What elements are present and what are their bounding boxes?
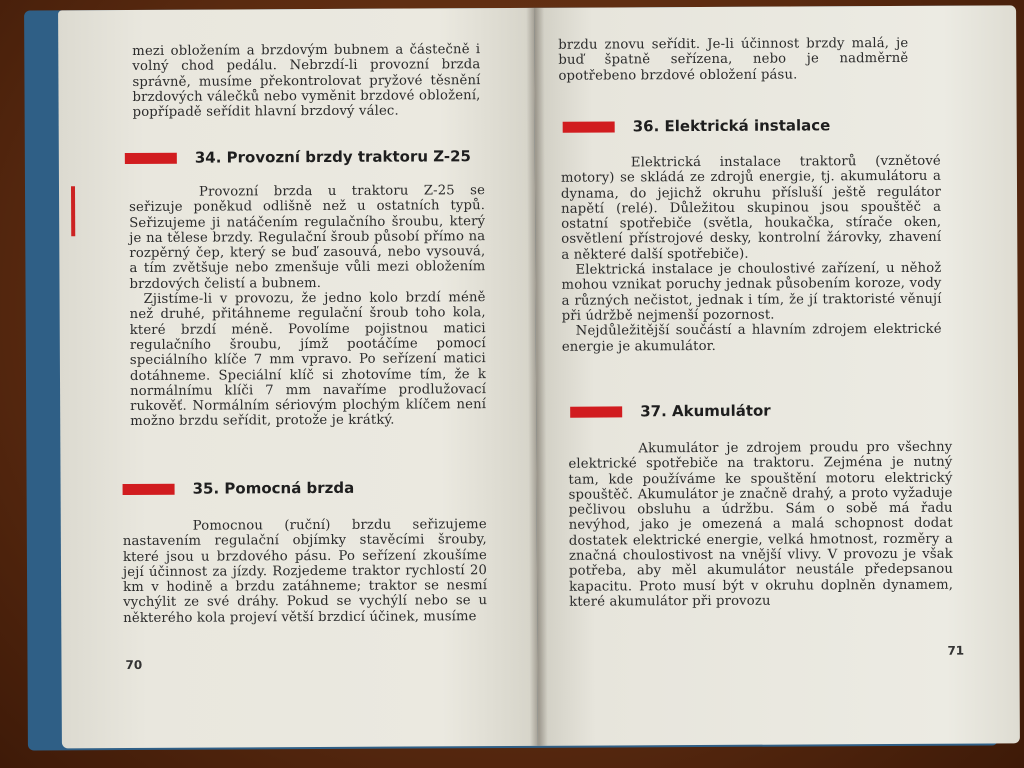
paragraph: Zjistíme-li v provozu, že jedno kolo brzdí méně než druhé, přitáhneme regulační šroub toho kola, které brzdí méně. Povolíme pojistnou matici regulačního šroubu, jímž pootáčíme pomocí speciálního klíče 7 mm vpravo. Po seřízení matici dotáhneme. Speciální klíč si zhotovíme tím, že k normálnímu klíči 7 mm navaříme prodlužovací rukověť. Normálním sériovým plochým klíčem není možno brzdu seřídit, protože je krátký. xyxy=(129,290,487,430)
page-number-left: 70 xyxy=(125,657,143,673)
section-37-heading xyxy=(570,402,771,421)
red-accent-bar xyxy=(125,152,177,163)
page-number-right: 71 xyxy=(947,643,965,658)
paragraph: Akumulátor je zdrojem proudu pro všechny elektrické spotřebiče na traktoru. Zejména je nutný tam, kde používáme ke spouštění motoru elektrický spouštěč. Akumulátor je značně drahý, a proto vyžaduje pečlivou obsluhu a údržbu. Sám o sobě má řadu nevýhod, jako je omezená a malá schopnost dodat dostatek elektrické energie, velká hmotnost, rozměry a značná choulostivost na vnější vlivy. V provozu je však potřeba, aby měl akumulátor neustále předepsanou kapacitu. Proto musí být v okruhu doplněn dynamem, které akumulátor při provozu xyxy=(568,439,954,610)
section-34-heading xyxy=(125,147,471,167)
section-34-body xyxy=(129,183,486,430)
red-accent-bar xyxy=(123,483,175,494)
section-title: 37. Akumulátor xyxy=(640,401,771,421)
paragraph: Elektrická instalace je choulostivé zařízení, u něhož mohou vznikat poruchy jednak působením koroze, vody a různých nečistot, jednak i tím, že jí traktoristé věnují při údržbě nejmenší pozornost. xyxy=(561,260,942,324)
book-cover xyxy=(24,5,998,750)
red-accent-bar xyxy=(563,121,615,132)
section-35-body xyxy=(123,517,488,626)
paragraph: mezi obložením a brzdovým bubnem a částečně i volný chod pedálu. Nebrzdí-li provozní brzda správně, musíme překontrolovat pryžové těsnění brzdových válečků nebo vyměnit brzdové obložení, popřípadě seřídit hlavní brzdový válec. xyxy=(132,42,481,121)
paragraph: brzdu znovu seřídit. Je-li účinnost brzdy malá, je buď špatně seřízena, nebo je nadměrně opotřebeno brzdové obložení pásu. xyxy=(558,35,909,84)
left-page xyxy=(58,8,538,748)
left-intro-text xyxy=(132,42,480,120)
section-title: 36. Elektrická instalace xyxy=(632,116,831,136)
paragraph: Elektrická instalace traktorů (vznětové motory) se skládá ze zdrojů energie, tj. akumulátoru a dynama, do jejichž okruhu přísluší ještě regulátor napětí (relé). Důležitou skupinou jsou spouštěč a ostatní spotřebiče (světla, houkačka, stírače oken, osvětlení přístrojové desky, kontrolní žárovky, zhavení a některé další spotřebiče). xyxy=(560,153,942,263)
paragraph: Provozní brzda u traktoru Z-25 se seřizuje poněkud odlišně než u ostatních typů. Seřizujeme ji natáčením regulačního šroubu, který je na tělese brzdy. Regulační šroub působí přímo na rozpěrný čep, který se buď zasouvá, nebo vysouvá, a tím zvětšuje nebo zmenšuje vůli mezi obložením brzdových čelistí a bubnem. xyxy=(129,183,486,292)
book-gutter xyxy=(526,8,548,746)
section-title: 34. Provozní brzdy traktoru Z-25 xyxy=(194,147,471,167)
section-36-heading xyxy=(563,116,831,135)
section-title: 35. Pomocná brzda xyxy=(192,478,355,498)
red-edge-mark xyxy=(71,186,75,236)
right-intro-text xyxy=(558,36,908,84)
right-page xyxy=(534,5,1020,746)
section-37-body xyxy=(568,440,953,610)
paragraph: Nejdůležitější součástí a hlavním zdrojem elektrické energie je akumulátor. xyxy=(561,322,942,355)
paragraph: Pomocnou (ruční) brzdu seřizujeme nastavením regulační objímky stavěcími šrouby, které jsou u brzdového pásu. Po seřízení zkoušíme její účinnost za jízdy. Rozjedeme traktor rychlostí 20 km v hodině a brzdu zatáhneme; traktor se nesmí vychýlit ze své dráhy. Pokud se vychýlí nebo se u některého kola projeví větší brzdicí účinek, musíme xyxy=(122,517,488,626)
section-35-heading xyxy=(123,479,355,498)
red-accent-bar xyxy=(570,406,622,417)
section-36-body xyxy=(561,154,942,355)
